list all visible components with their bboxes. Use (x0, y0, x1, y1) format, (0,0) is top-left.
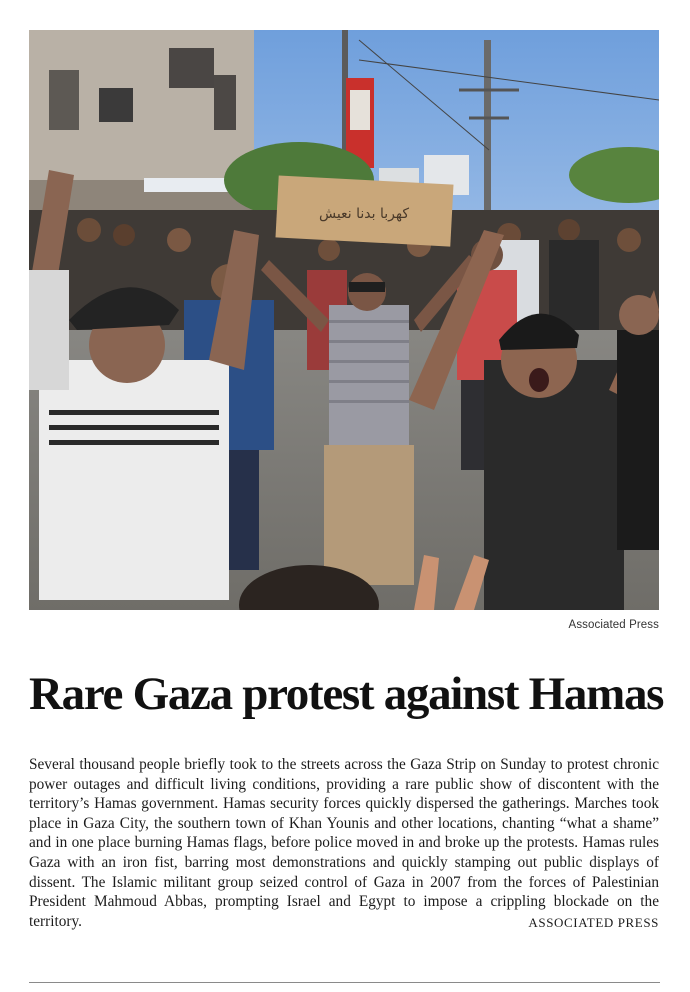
svg-text:كهربا بدنا نعيش: كهربا بدنا نعيش (318, 206, 410, 222)
black-shirt-protester (484, 360, 624, 610)
article-text: Several thousand people briefly took to the streets across the Gaza Strip on Sunday to protest chronic power outages and difficult living conditions, providing a rare public show of discontent with the territory’s Hamas government. Hamas security forces quickly dispersed the gatherings. Marches took place in Gaza City, the southern town of Khan Younis and other locations, chanting “what a shame” and in one place burning Hamas flags, before police moved in and broke up the protests. Hamas rules Gaza with an iron fist, barring most demonstrations and quickly stamping out public displays of dissent. The Islamic militant group seized control of Gaza in 2007 from the forces of Palestinian President Mahmoud Abbas, prompting Israel and Egypt to impose a crippling blockade on the territory. (29, 756, 659, 930)
headline: Rare Gaza protest against Hamas (29, 668, 664, 720)
photo-credit: Associated Press (568, 619, 659, 631)
bottom-rule (29, 982, 660, 983)
protest-photo (29, 30, 659, 610)
byline: ASSOCIATED PRESS (528, 914, 659, 930)
article-body (29, 755, 659, 932)
white-shirt-protester (39, 360, 229, 600)
central-protester (329, 305, 409, 445)
